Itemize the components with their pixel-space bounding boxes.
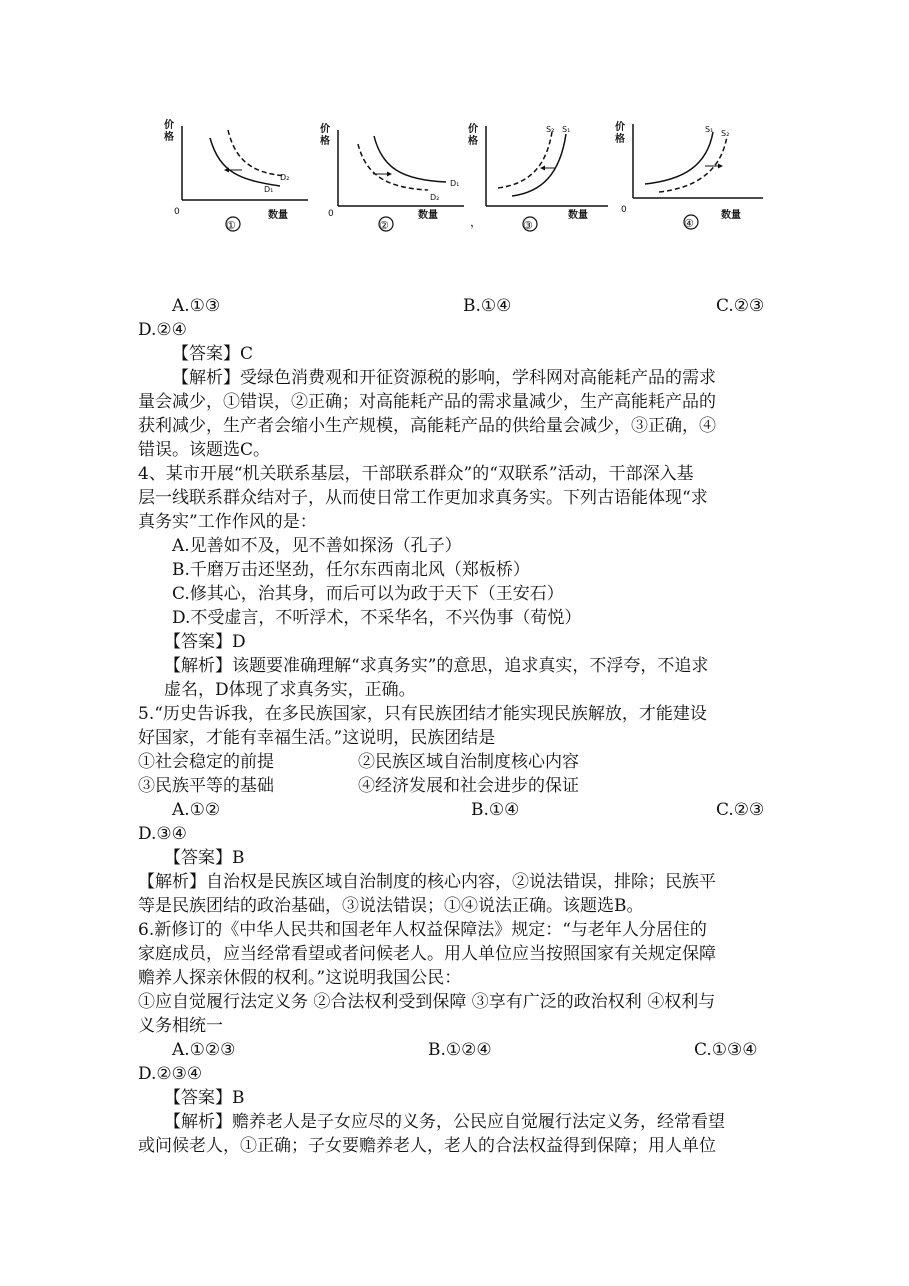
figure-1-xlabel: 数量 — [268, 210, 288, 221]
q5-item-3: ③民族平等的基础 — [138, 776, 274, 796]
figure-2-origin: 0 — [328, 209, 334, 219]
q4-analysis-line-2: 虚名，D体现了求真务实，正确。 — [164, 680, 416, 700]
figure-2-number: ② — [379, 219, 389, 232]
figure-1-ylabel-top: 价 — [164, 120, 174, 131]
q5-analysis-line-1: 【解析】自治权是民族区域自治制度的核心内容，②说法错误，排除；民族平 — [138, 872, 716, 892]
figure-2-ylabel-bottom: 格 — [320, 136, 330, 147]
figure-3-number: ③ — [523, 219, 533, 232]
q3-analysis-line-4: 错误。该题选C。 — [138, 440, 271, 460]
q4-option-a: A.见善如不及，见不善如探汤（孔子） — [172, 536, 462, 556]
q5-analysis-line-2: 等是民族团结的政治基础，③说法错误；①④说法正确。该题选B。 — [138, 896, 644, 916]
q6-option-a: A.①②③ — [172, 1040, 236, 1060]
supply-demand-figures — [160, 118, 780, 238]
figure-2 — [318, 118, 468, 233]
q5-items-row-2 — [138, 774, 778, 798]
q4-answer: 【答案】D — [164, 632, 246, 652]
q6-options-row — [138, 1038, 778, 1062]
q3-options-row — [138, 294, 778, 318]
q4-stem-line-3: 真务实”工作作风的是： — [138, 512, 317, 532]
q5-item-4: ④经济发展和社会进步的保证 — [358, 776, 579, 796]
figure-1-origin: 0 — [174, 207, 180, 217]
q5-option-a: A.①② — [172, 800, 221, 820]
q4-option-b: B.千磨万击还坚劲，任尔东西南北风（郑板桥） — [172, 560, 530, 580]
q6-stem-line-4: ①应自觉履行法定义务 ②合法权利受到保障 ③享有广泛的政治权利 ④权利与 — [138, 992, 716, 1012]
figure-4-curve-b: S₂ — [721, 129, 730, 138]
q5-option-c: C.②③ — [716, 800, 765, 820]
figure-3-curve-b: S₁ — [562, 125, 571, 134]
figure-4-origin: 0 — [621, 205, 627, 215]
q6-stem-line-5: 义务相统一 — [138, 1016, 223, 1036]
q3-option-c: C.②③ — [716, 296, 765, 316]
q3-analysis-line-2: 量会减少，①错误，②正确；对高能耗产品的需求量减少，生产高能耗产品的 — [138, 392, 716, 412]
q3-option-d: D.②④ — [138, 320, 187, 340]
q5-option-d: D.③④ — [138, 824, 187, 844]
figure-2-ylabel-top: 价 — [320, 124, 330, 135]
q3-analysis-line-1: 【解析】受绿色消费观和开征资源税的影响，学科网对高能耗产品的需求 — [172, 368, 716, 388]
q5-items-row-1 — [138, 750, 778, 774]
q5-item-2: ②民族区域自治制度核心内容 — [358, 752, 579, 772]
q5-options-row — [138, 798, 778, 822]
q3-analysis-line-3: 获利减少，生产者会缩小生产规模，高能耗产品的供给量会减少，③正确，④ — [138, 416, 716, 436]
q3-answer: 【答案】C — [172, 344, 254, 364]
figure-4-curve-a: S₁ — [705, 125, 714, 134]
q4-option-c: C.修其心，治其身，而后可以为政于天下（王安石） — [172, 584, 564, 604]
figure-4-ylabel-top: 价 — [615, 122, 625, 133]
figure-1 — [160, 118, 310, 233]
q4-stem-line-2: 层一线联系群众结对子，从而使日常工作更加求真务实。下列古语能体现“求 — [138, 488, 708, 508]
figure-4-ylabel-bottom: 格 — [615, 134, 625, 145]
figure-3-ylabel-top: 价 — [468, 124, 478, 135]
figure-2-curve-b: D₂ — [430, 193, 440, 202]
q3-option-b: B.①④ — [463, 296, 512, 316]
q5-option-b: B.①④ — [471, 800, 520, 820]
figure-3 — [468, 118, 618, 233]
q5-item-1: ①社会稳定的前提 — [138, 752, 274, 772]
q5-answer: 【答案】B — [164, 848, 245, 868]
q6-answer: 【答案】B — [164, 1088, 245, 1108]
figure-3-mark: ， — [470, 215, 483, 229]
figure-2-curve-a: D₁ — [450, 179, 460, 188]
figure-3-ylabel-bottom: 格 — [468, 136, 478, 147]
figure-1-curve-b: D₁ — [264, 185, 274, 194]
figure-3-xlabel: 数量 — [568, 210, 588, 221]
q4-option-d: D.不受虚言，不听浮术，不采华名，不兴伪事（荀悦） — [172, 608, 582, 628]
figure-3-curve-a: S₂ — [546, 125, 555, 134]
q6-option-c: C.①③④ — [694, 1040, 758, 1060]
q3-option-a: A.①③ — [172, 296, 221, 316]
q6-stem-line-1: 6.新修订的《中华人民共和国老年人权益保障法》规定：“与老年人分居住的 — [138, 920, 707, 940]
q4-analysis-line-1: 【解析】该题要准确理解“求真务实”的意思，追求真实，不浮夸，不追求 — [164, 656, 709, 676]
q4-stem-line-1: 4、某市开展“机关联系基层，干部联系群众”的“双联系”活动，干部深入基 — [138, 464, 694, 484]
q5-stem-line-1: 5.“历史告诉我，在多民族国家，只有民族团结才能实现民族解放，才能建设 — [138, 704, 707, 724]
figure-4-number: ④ — [684, 217, 694, 230]
q6-option-d: D.②③④ — [138, 1064, 203, 1084]
figure-1-curve-a: D₂ — [280, 173, 290, 182]
q5-stem-line-2: 好国家，才能有幸福生活。”这说明，民族团结是 — [138, 728, 496, 748]
q6-stem-line-3: 赡养人探亲休假的权利。”这说明我国公民： — [138, 968, 462, 988]
figure-4 — [615, 118, 765, 233]
figure-1-number: ① — [226, 219, 236, 232]
figure-4-xlabel: 数量 — [721, 210, 741, 221]
q6-stem-line-2: 家庭成员，应当经常看望或者问候老人。用人单位应当按照国家有关规定保障 — [138, 944, 716, 964]
q6-analysis-line-1: 【解析】赡养老人是子女应尽的义务，公民应自觉履行法定义务，经常看望 — [164, 1112, 725, 1132]
q6-analysis-line-2: 或问候老人，①正确；子女要赡养老人，老人的合法权益得到保障；用人单位 — [138, 1136, 716, 1156]
figure-2-xlabel: 数量 — [418, 210, 438, 221]
q6-option-b: B.①②④ — [428, 1040, 492, 1060]
figure-1-ylabel-bottom: 格 — [164, 132, 174, 143]
